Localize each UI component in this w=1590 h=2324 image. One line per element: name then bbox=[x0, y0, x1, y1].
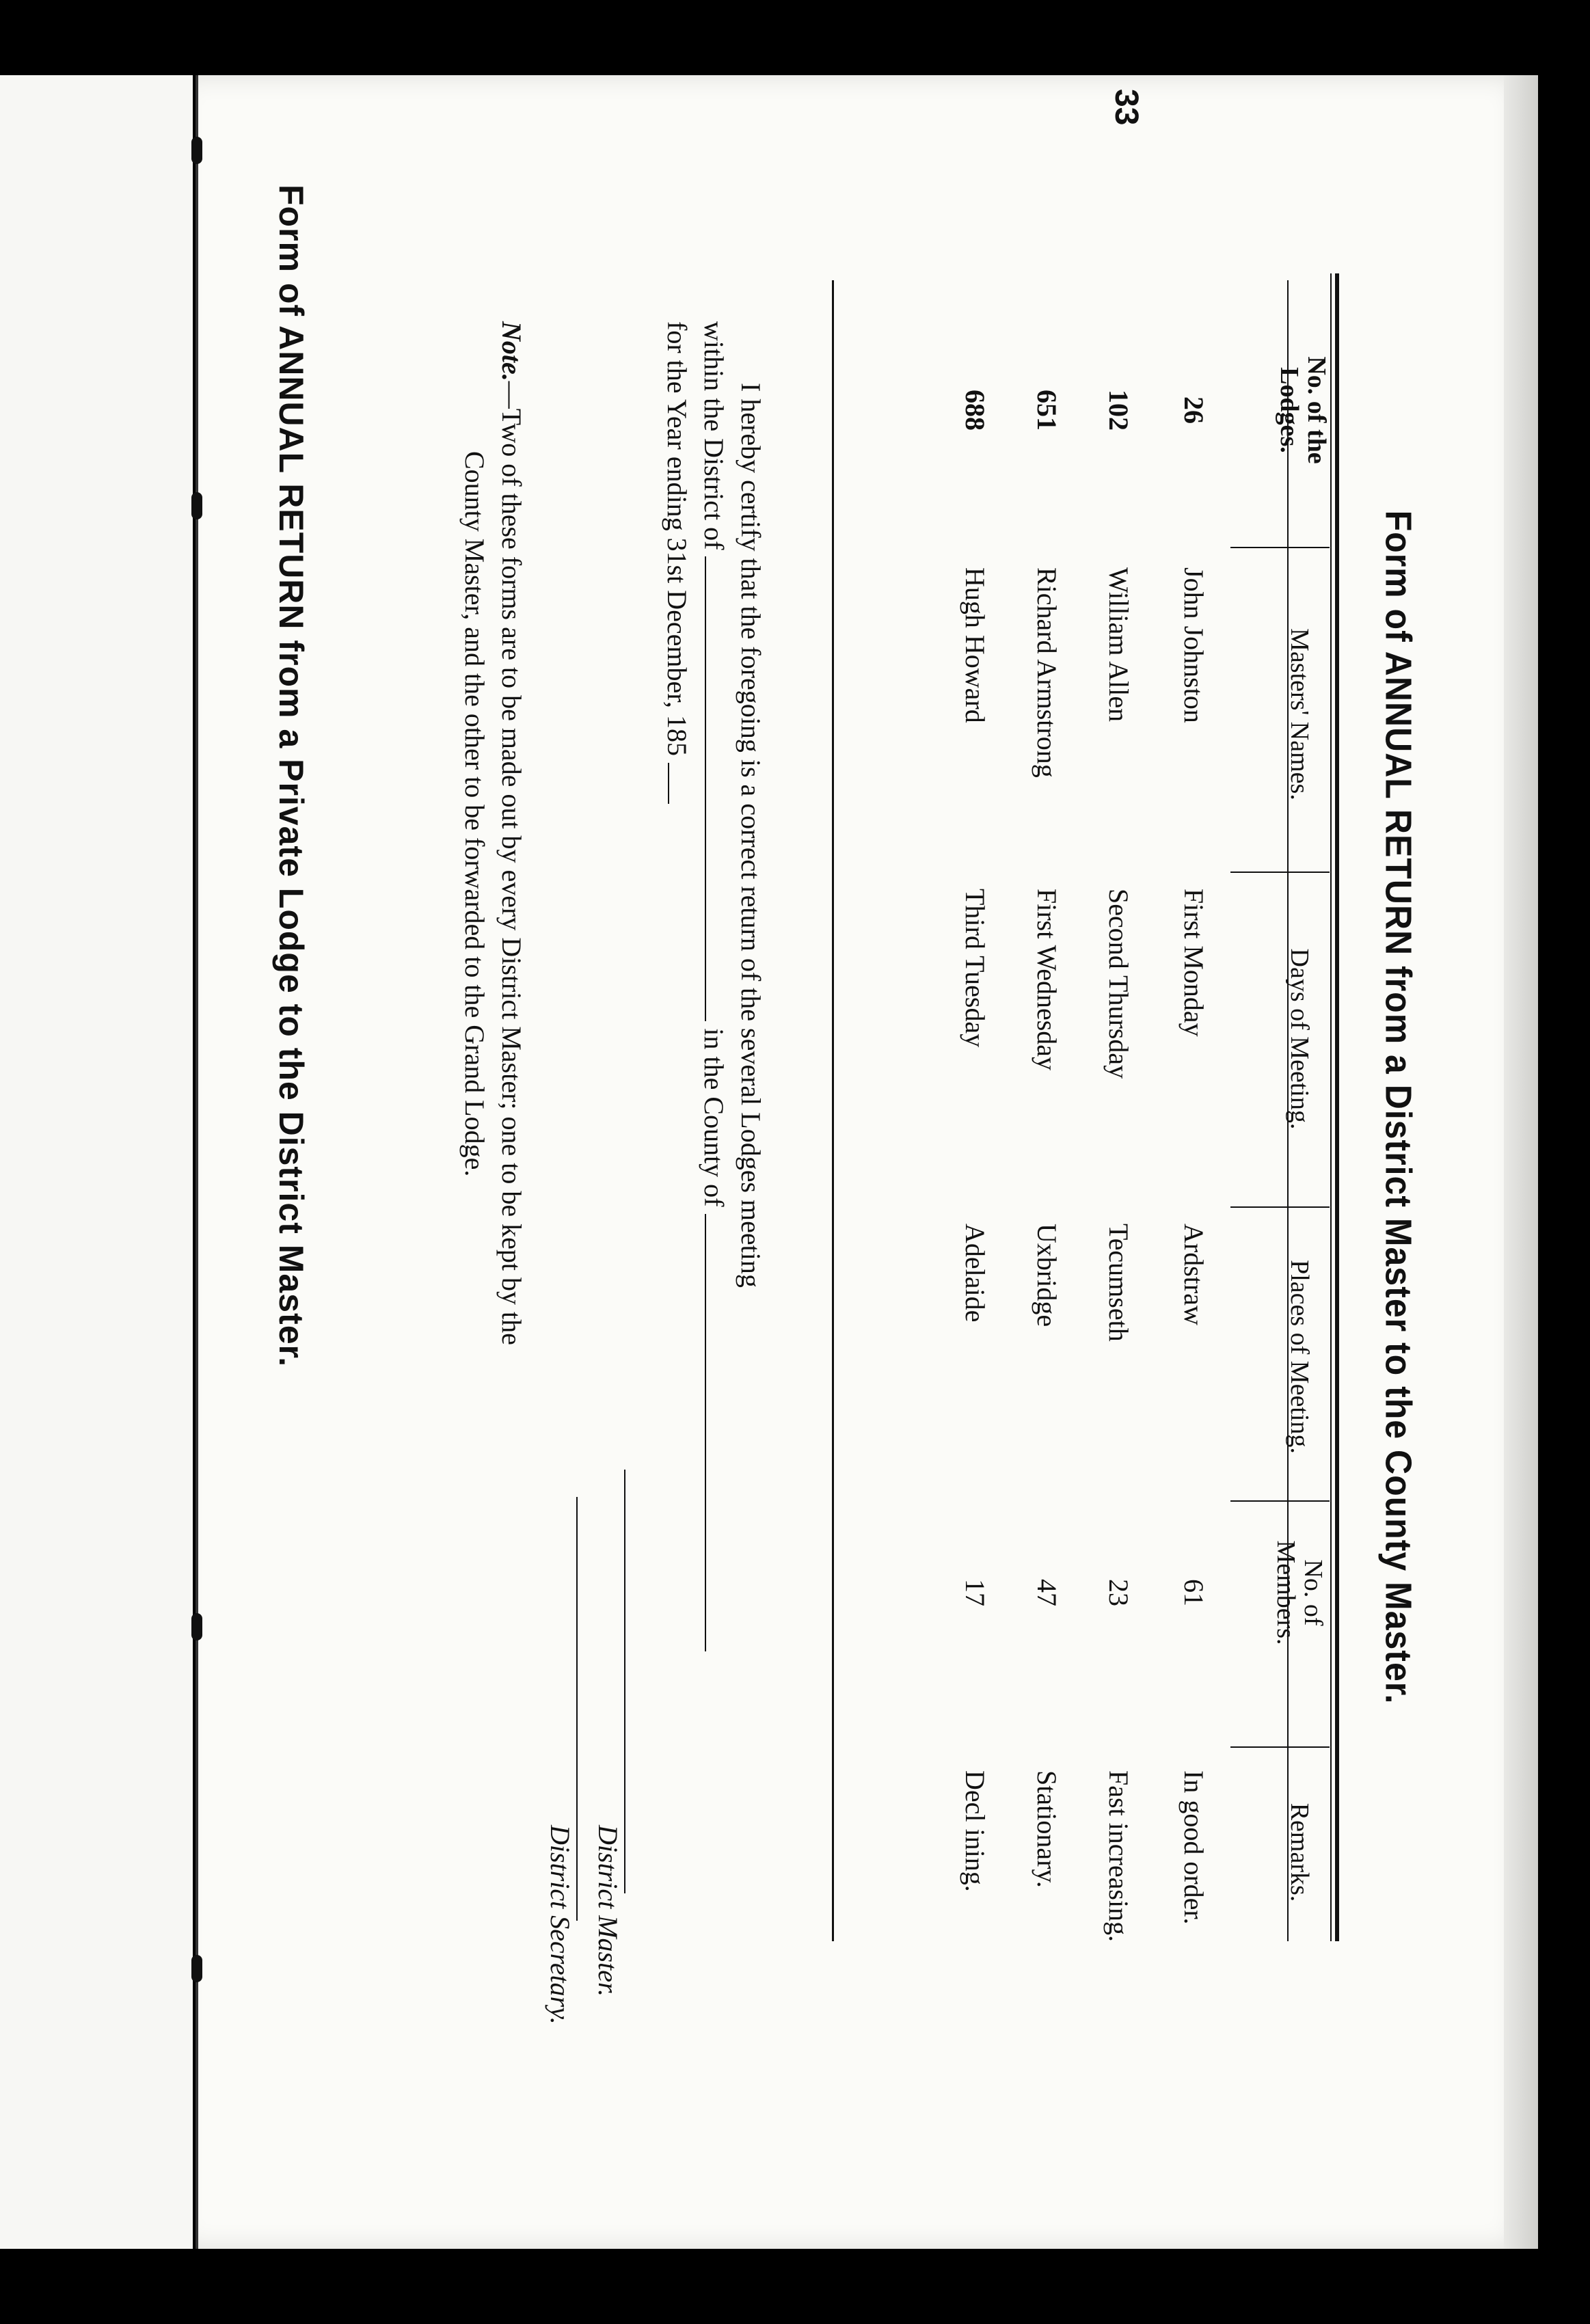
cell-remarks: Fast increasing. bbox=[1103, 1770, 1134, 1943]
header-lodge-no: No. of the Lodges. bbox=[1275, 356, 1331, 464]
cell-lodge-no: 26 bbox=[1178, 396, 1209, 424]
cell-members: 17 bbox=[960, 1579, 991, 1606]
note-line-1: —Two of these forms are to be made out by every District Master; one to be kept by the bbox=[496, 381, 527, 1345]
column-divider bbox=[1230, 1746, 1330, 1748]
cell-members: 23 bbox=[1103, 1579, 1134, 1606]
header-no-of-members: No. of Members. bbox=[1271, 1540, 1328, 1645]
header-masters-names: Masters' Names. bbox=[1285, 628, 1314, 800]
binding-stitch bbox=[191, 492, 202, 519]
binding-stitch bbox=[191, 137, 202, 164]
binding-gutter bbox=[196, 75, 198, 2249]
column-divider bbox=[1230, 1500, 1330, 1502]
page-number: 33 bbox=[1108, 89, 1144, 126]
cell-days: Third Tuesday bbox=[960, 889, 991, 1048]
cert-line-3: for the Year ending 31st December, 185 bbox=[662, 321, 692, 757]
cell-place: Tecumseth bbox=[1103, 1224, 1134, 1342]
cell-days: First Wednesday bbox=[1032, 889, 1062, 1071]
cell-place: Adelaide bbox=[960, 1224, 991, 1323]
column-divider bbox=[1230, 547, 1330, 548]
rotated-page-content bbox=[202, 75, 1466, 2249]
cell-remarks: Stationary. bbox=[1032, 1770, 1062, 1888]
binding-stitch bbox=[191, 1955, 202, 1982]
district-blank bbox=[705, 556, 729, 1021]
cell-members: 47 bbox=[1032, 1579, 1062, 1606]
cell-remarks: Decl ining. bbox=[960, 1770, 991, 1892]
header-places-of-meeting: Places of Meeting. bbox=[1285, 1260, 1314, 1454]
table-top-rule bbox=[1330, 273, 1339, 1941]
cell-master-name: William Allen bbox=[1103, 567, 1134, 722]
column-divider bbox=[1230, 871, 1330, 873]
district-secretary-label: District Secretary. bbox=[545, 1825, 576, 2025]
binding-stitch bbox=[191, 1613, 202, 1640]
facing-page-edge bbox=[0, 75, 193, 2249]
note-line-2: County Master, and the other to be forwarded to the Grand Lodge. bbox=[459, 451, 490, 1177]
cert-line-1: I hereby certify that the foregoing is a correct return of the several Lodges meeting bbox=[736, 383, 766, 1288]
cell-days: First Monday bbox=[1178, 889, 1209, 1037]
cert-line-2a: within the District of bbox=[699, 321, 729, 550]
next-form-title: Form of ANNUAL RETURN from a Private Lodge to the District Master. bbox=[272, 185, 310, 1368]
cell-members: 61 bbox=[1178, 1579, 1209, 1606]
cell-master-name: Richard Armstrong bbox=[1032, 567, 1062, 778]
year-blank bbox=[668, 763, 692, 804]
cell-lodge-no: 651 bbox=[1032, 390, 1062, 431]
county-blank bbox=[705, 1214, 729, 1651]
header-days-of-meeting: Days of Meeting. bbox=[1285, 948, 1314, 1130]
cell-days: Second Thursday bbox=[1103, 889, 1134, 1079]
cert-line-2b: in the County of bbox=[699, 1028, 729, 1207]
cell-place: Ardstraw bbox=[1178, 1224, 1209, 1325]
cell-master-name: John Johnston bbox=[1178, 567, 1209, 723]
header-remarks: Remarks. bbox=[1285, 1802, 1314, 1902]
certification-text bbox=[658, 321, 769, 1921]
district-master-label: District Master. bbox=[593, 1825, 623, 1997]
column-divider bbox=[1230, 1206, 1330, 1208]
district-secretary-signature-line bbox=[576, 1497, 578, 1921]
cell-lodge-no: 688 bbox=[960, 390, 991, 431]
page-fore-edge bbox=[1504, 75, 1538, 2249]
note-label: Note. bbox=[496, 321, 527, 381]
note-text bbox=[456, 321, 530, 1948]
cell-remarks: In good order. bbox=[1178, 1770, 1209, 1925]
district-master-signature-line bbox=[624, 1470, 625, 1893]
table-bottom-rule bbox=[832, 280, 834, 1941]
cell-lodge-no: 102 bbox=[1103, 390, 1134, 431]
cell-master-name: Hugh Howard bbox=[960, 567, 991, 723]
cell-place: Uxbridge bbox=[1032, 1224, 1062, 1327]
form-title: Form of ANNUAL RETURN from a District Master to the County Master. bbox=[1377, 510, 1420, 1705]
